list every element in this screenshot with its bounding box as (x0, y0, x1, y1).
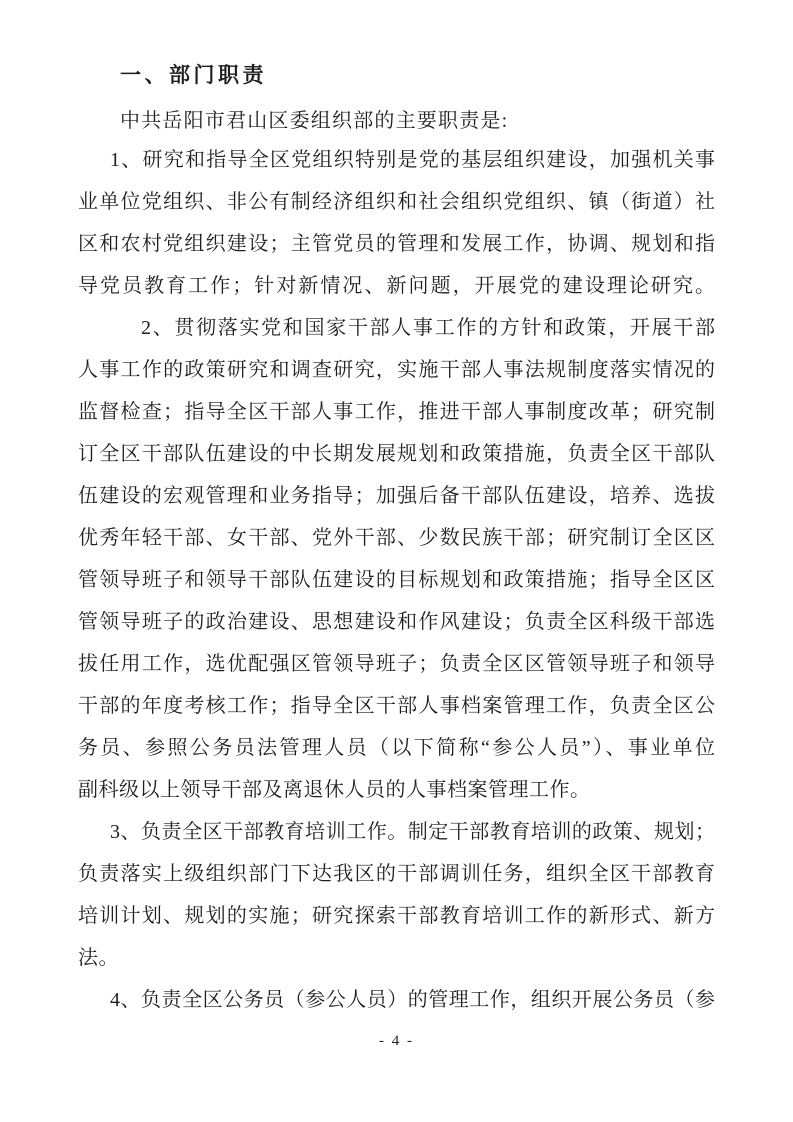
body-line: 伍建设的宏观管理和业务指导；加强后备干部队伍建设，培养、选拔 (78, 485, 715, 507)
body-line: 法。 (78, 947, 119, 969)
page-number: - 4 - (379, 1033, 414, 1049)
body-line: 区和农村党组织建设；主管党员的管理和发展工作，协调、规划和指 (78, 233, 715, 255)
body-line: 业单位党组织、非公有制经济组织和社会组织党组织、镇（街道）社 (78, 191, 715, 213)
body-line: 1、研究和指导全区党组织特别是党的基层组织建设，加强机关事 (110, 149, 715, 171)
body-line: 干部的年度考核工作；指导全区干部人事档案管理工作，负责全区公 (78, 695, 715, 717)
body-line: 副科级以上领导干部及离退休人员的人事档案管理工作。 (78, 779, 591, 801)
body-line: 4、负责全区公务员（参公人员）的管理工作，组织开展公务员（参 (110, 989, 715, 1011)
document-body (78, 139, 715, 1021)
intro-line: 中共岳阳市君山区委组织部的主要职责是: (120, 110, 509, 132)
body-line: 培训计划、规划的实施；研究探索干部教育培训工作的新形式、新方 (78, 905, 715, 927)
body-line: 拔任用工作，选优配强区管领导班子；负责全区区管领导班子和领导 (78, 653, 715, 675)
body-line: 人事工作的政策研究和调查研究，实施干部人事法规制度落实情况的 (78, 359, 715, 381)
body-line: 监督检查；指导全区干部人事工作，推进干部人事制度改革；研究制 (78, 401, 715, 423)
body-line: 导党员教育工作；针对新情况、新问题，开展党的建设理论研究。 (78, 275, 715, 297)
body-line: 管领导班子和领导干部队伍建设的目标规划和政策措施；指导全区区 (78, 569, 715, 591)
body-line: 务员、参照公务员法管理人员（以下简称“参公人员”）、事业单位 (78, 737, 715, 759)
body-line: 2、贯彻落实党和国家干部人事工作的方针和政策，开展干部 (141, 317, 715, 339)
section-heading: 一、部门职责 (120, 63, 267, 87)
body-line: 负责落实上级组织部门下达我区的干部调训任务，组织全区干部教育 (78, 863, 715, 885)
body-line: 订全区干部队伍建设的中长期发展规划和政策措施，负责全区干部队 (78, 443, 715, 465)
body-line: 优秀年轻干部、女干部、党外干部、少数民族干部；研究制订全区区 (78, 527, 715, 549)
body-line: 3、负责全区干部教育培训工作。制定干部教育培训的政策、规划； (110, 821, 715, 843)
body-line: 管领导班子的政治建设、思想建设和作风建设；负责全区科级干部选 (78, 611, 715, 633)
